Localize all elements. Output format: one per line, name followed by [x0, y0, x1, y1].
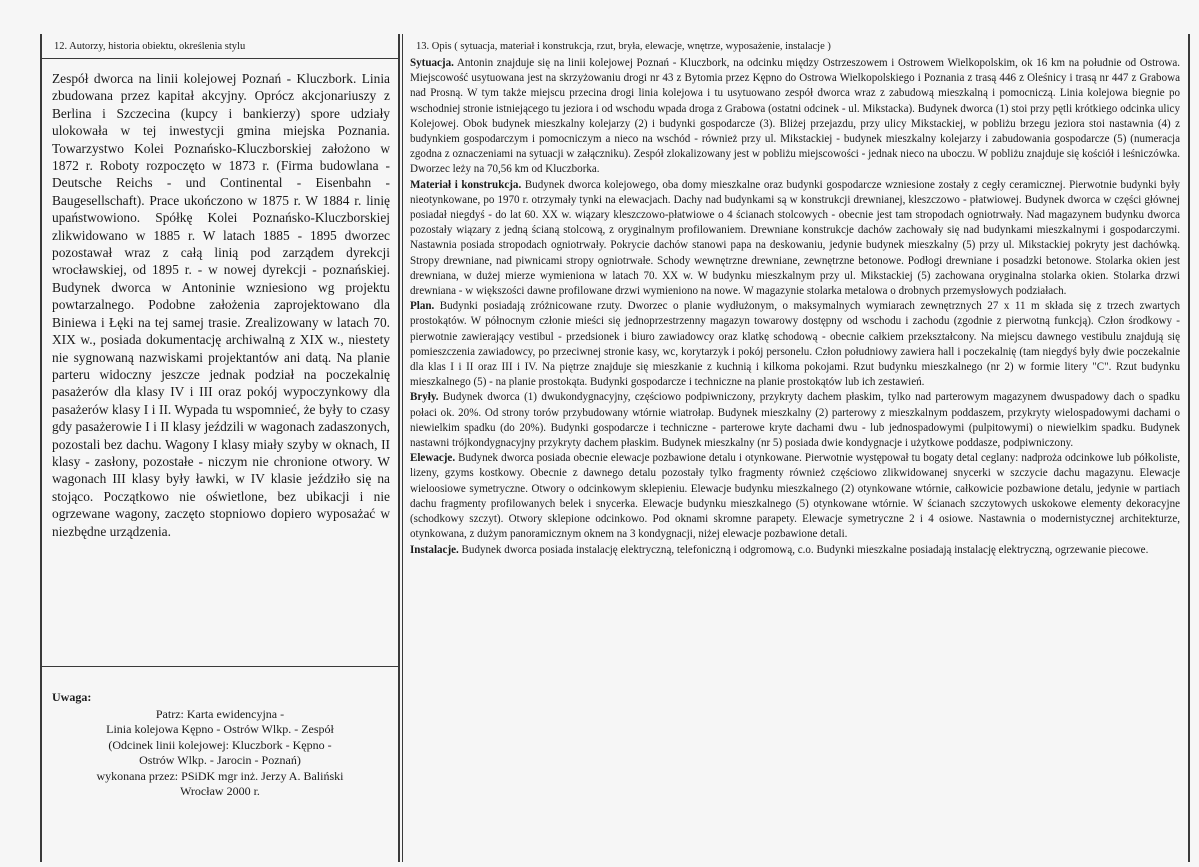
- note-block: [55, 707, 385, 799]
- section-text: Budynek dworca posiada obecnie elewacje pozbawione detalu i otynkowane. Pierwotnie występował tu bogaty detal ceglany: nadproża odcinkowe lub półkoliste, lizeny, gzyms kostkowy. Obecnie z dawnego detalu pozostały tylko fragmenty również częściowo zlikwidowanej snycerki w szczycie dachu magazynu. Elewacje wieloosiowe symetryczne. Otwory o odcinkowym sklepieniu. Elewacje budynku mieszkalnego (2) otynkowane wtórnie, całkowicie pozbawione detalu, jedynie w partiach dachu fragmenty profilowanych belek i snycerka. Elewacje budynku mieszkalnego (5) otynkowane wtórnie. W ścianach szczytowych uskokowe elementy dekoracyjne (schodkowy szczyt). Otwory sklepione odcinkowo. Pod oknami skromne parapety. Elewacje symetryczne 2 i 4 osiowe. Nastawnia o modernistycznej architekturze, otynkowana, z dużym panoramicznym oknem na 3 kondygnacji, niżej elewacje pozbawione detali.: [410, 452, 1180, 541]
- note-line: wykonana przez: PSiDK mgr inż. Jerzy A. Baliński: [96, 768, 344, 783]
- section-label: Sytuacja.: [410, 57, 454, 69]
- section-label: Instalacje.: [410, 543, 459, 556]
- note-label: Uwaga:: [52, 690, 92, 704]
- left-border-line: [40, 34, 42, 862]
- section-text: Antonin znajduje się na linii kolejowej Poznań - Kluczbork, na odcinku między Ostrzeszowem i Ostrowem Wielkopolskim, ok 16 km na południe od Ostrowa. Miejscowość usytuowana jest na skrzyżowaniu drogi nr 43 z Bytomia przez Kępno do Ostrowa Wielkopolskiego i Poznania z trasą 446 z Oleśnicy i trasą nr 447 z Grabowa nad Prosną. W tym także miejscu przecina drogi linia kolejowa i tu usytuowano zespół dworca wraz z zabudową mieszkalną i pomocniczą. Linia kolejowa biegnie po wschodniej stronie istniejącego tu jeziora i od wschodu wpada droga z Grabowa (ostatni odcinek - ul. Mikstacka). Budynek dworca (1) stoi przy pętli krótkiego odcinka ulicy Kolejowej. Obok budynek mieszkalny kolejarzy (2) i budynki gospodarcze (3). Bliżej przejazdu, przy ulicy Mikstackiej, w pobliżu brzegu jeziora stoi nastawnia (4) z budynkiem gospodarczym i pomocniczym a nieco na wschód - również przy ul. Mikstackiej - budynek mieszkalny kolejarzy i zabudowania gospodarcze (5) (numeracja zgodna z oznaczeniami na sytuacji w załączniku). Zespół zlokalizowany jest w pobliżu miejscowości - jednak nieco na uboczu. W pobliżu znajduje się kościół i leśniczówka. Dworzec leży na 70,56 km od Kluczborka.: [410, 57, 1180, 176]
- history-header: 12. Autorzy, historia obiektu, określenia stylu: [54, 41, 246, 52]
- section-text: Budynek dworca posiada instalację elektryczną, telefoniczną i odgromową, c.o. Budynki mieszkalne posiadają instalację elektryczną, ogrzewanie piecowe.: [458, 543, 1149, 556]
- section-label: Plan.: [410, 300, 435, 313]
- section-text: Budynek dworca kolejowego, oba domy mieszkalne oraz budynki gospodarcze wzniesione zostały z cegły ceramicznej. Pierwotnie budynki były nieotynkowane, po 1970 r. otrzymały tynki na elewacjach. Dachy nad budynkami są w konstrukcji drewnianej, kleszczowo - płatwiowej. Budynek dworca w części głównej posiadał niegdyś - do lat 60. XX w. wiązary kleszczowo-płatwiowe o 4 ścianach stolcowych - obecnie jest tam stropodach ogniotrwały. Nad magazynem budynku dworca pozostały wiązary z jedną ścianą stolcową, z oryginalnym profilowaniem. Drewniane konstrukcje dachów zachowały się nad budynkami mieszkalnymi i gospodarczymi. Nastawnia posiada stropodach ogniotrwały. Pokrycie dachów stanowi papa na deskowaniu, jedynie budynek mieszkalny (5) przy ul. Mikstackiej pokryty jest dachówką. Stropy drewniane, nad piwnicami stropy ogniotrwałe. Schody wewnętrzne drewniane, zewnętrzne betonowe. Podłogi drewniane i posadzki betonowe. Stolarka okien jest drewniana, w dużej mierze wymieniona w latach 70. XX w. W budynku mieszkalnym przy ul. Mikstackiej (5) zachowana oryginalna stolarka okien. Stolarka drzwi drewniana - w większości dawne profilowane drzwi wymieniono na nowe. W magazynie stolarka metalowa o drobnych przemysłowych podziałach.: [410, 178, 1180, 298]
- history-text: Zespół dworca na linii kolejowej Poznań - Kluczbork. Linia zbudowana przez kapitał akcyjny. Oprócz akcjonariuszy z Berlina i Szczecina (kupcy i bankierzy) spore udziały ulokowała w tej inwestycji gmina miejska Poznania. Towarzystwo Kolei Poznańsko-Kluczborskiej założono w 1872 r. Roboty rozpoczęto w 1873 r. (Firma budowlana - Deutsche Reichs - und Continental - Eisenbahn - Baugesellschaft). Prace ukończono w 1875 r. W 1884 r. linię upaństwowiono. Spółkę Kolei Poznańsko-Kluczborskiej zlikwidowano w 1885 r. W latach 1885 - 1895 dworzec pozostawał wraz z całą linią pod zarządem dyrekcji wrocławskiej, od 1895 r. - w nowej dyrekcji - poznańskiej. Budynek dworca w Antoninie wzniesiono wg projektu powtarzalnego. Podobne założenia zaprojektowano dla Biniewa i Łęki na tej samej trasie. Zrealizowany w latach 70. XIX w., posiada dokumentację archiwalną z XIX w., niestety nie sygnowaną nazwiskami projektantów ani datą. Na planie parteru widoczny jeszcze jednak podział na poczekalnię pasażerów dla klasy IV i III oraz pokój wypoczynkowy dla pasażerów klasy I i II. Wypada tu wspomnieć, że były to czasy gdy pasażerowie I i II klasy jeździli w wagonach zadaszonych, pozostali bez dachu. Wagony I klasy miały szyby w oknach, II klasy - zasłony, pozostałe - niczym nie chronione otwory. W wagonach III klasy były ławki, w IV klasie jeździło się na stojąco. Początkowo nie oświetlone, bez ubikacji i nie ogrzewane wagony, zaczęto stopniowo dopiero wyposażać w niezbędne urządzenia.: [52, 71, 390, 539]
- section-elevations: [410, 451, 1180, 542]
- note-line: Patrz: Karta ewidencyjna -: [155, 707, 285, 721]
- section-text: Budynki posiadają zróżnicowane rzuty. Dworzec o planie wydłużonym, o maksymalnych wymiarach zewnętrznych 27 x 11 m składa się z trzech zwartych prostokątów. W północnym członie mieści się jednoprzestrzenny magazyn towarowy dostępny od wschodu i zachodu (zgodnie z pierwotną funkcją). Człon środkowy - pierwotnie zawierający vestibul - przedsionek i biuro zawiadowcy oraz klatkę schodową - obecnie całkiem przekształcony. Na miejscu dawnego vestibulu znajdują się pomieszczenia zawiadowcy, po przeciwnej stronie kasy, wc, korytarzyk i pokój personelu. Człon południowy zawiera hall i poczekalnię (tam niegdyś były dwie poczekalnie dla klas I i II oraz III i IV. Na piętrze znajduje się mieszkanie z kuchnią i kilkoma pokojami. Rzut budynku mieszkalnego (nr 2) w formie litery "C". Rzut budynku mieszkalnego (5) - na planie prostokąta. Budynki gospodarcze i techniczne na planie prostokątów lub ich zestawień.: [410, 300, 1180, 389]
- column-divider-line: [398, 34, 400, 862]
- note-line: Linia kolejowa Kępno - Ostrów Wlkp. - Zespół: [106, 722, 334, 737]
- section-situation: [410, 56, 1180, 178]
- section-massing: [410, 390, 1180, 451]
- note-line: Wrocław 2000 r.: [180, 784, 260, 799]
- section-material: [410, 178, 1180, 300]
- description-body: [410, 56, 1180, 558]
- left-note-rule: [40, 666, 398, 667]
- section-label: Materiał i konstrukcja.: [410, 178, 522, 191]
- description-header: 13. Opis ( sytuacja, materiał i konstrukcja, rzut, bryła, elewacje, wnętrze, wyposażenie, instalacje ): [416, 41, 831, 52]
- note-line: (Odcinek linii kolejowej: Kluczbork - Kępno -: [108, 737, 332, 752]
- history-column: [50, 40, 390, 540]
- description-column: [410, 40, 1180, 558]
- section-plan: [410, 299, 1180, 390]
- right-border-line: [1188, 34, 1190, 862]
- column-divider-line-2: [402, 34, 403, 862]
- section-text: Budynek dworca (1) dwukondygnacyjny, częściowo podpiwniczony, przykryty dachem płaskim, tylko nad parterowym magazynem dwuspadowy dach o spadku połaci ok. 20%. Od strony torów przybudowany wtórnie wiatrołap. Budynek mieszkalny (2) parterowy z mieszkalnym poddaszem, przykryty wielospadowymi dachami o niewielkim spadku (do 20%). Budynki gospodarcze i techniczne - parterowe kryte dachami dwu - lub jednospadowymi (pulpitowymi) o niewielkim spadku. Budynek nastawni trójkondygnacyjny przykryty dachem płaskim. Budynek mieszkalny (nr 5) posiada dwie kondygnacje i użytkowe poddasze, podpiwniczony.: [410, 391, 1180, 450]
- section-installations: [410, 543, 1180, 558]
- section-label: Bryły.: [410, 391, 439, 404]
- note-line: Ostrów Wlkp. - Jarocin - Poznań): [139, 753, 301, 768]
- section-label: Elewacje.: [410, 452, 456, 465]
